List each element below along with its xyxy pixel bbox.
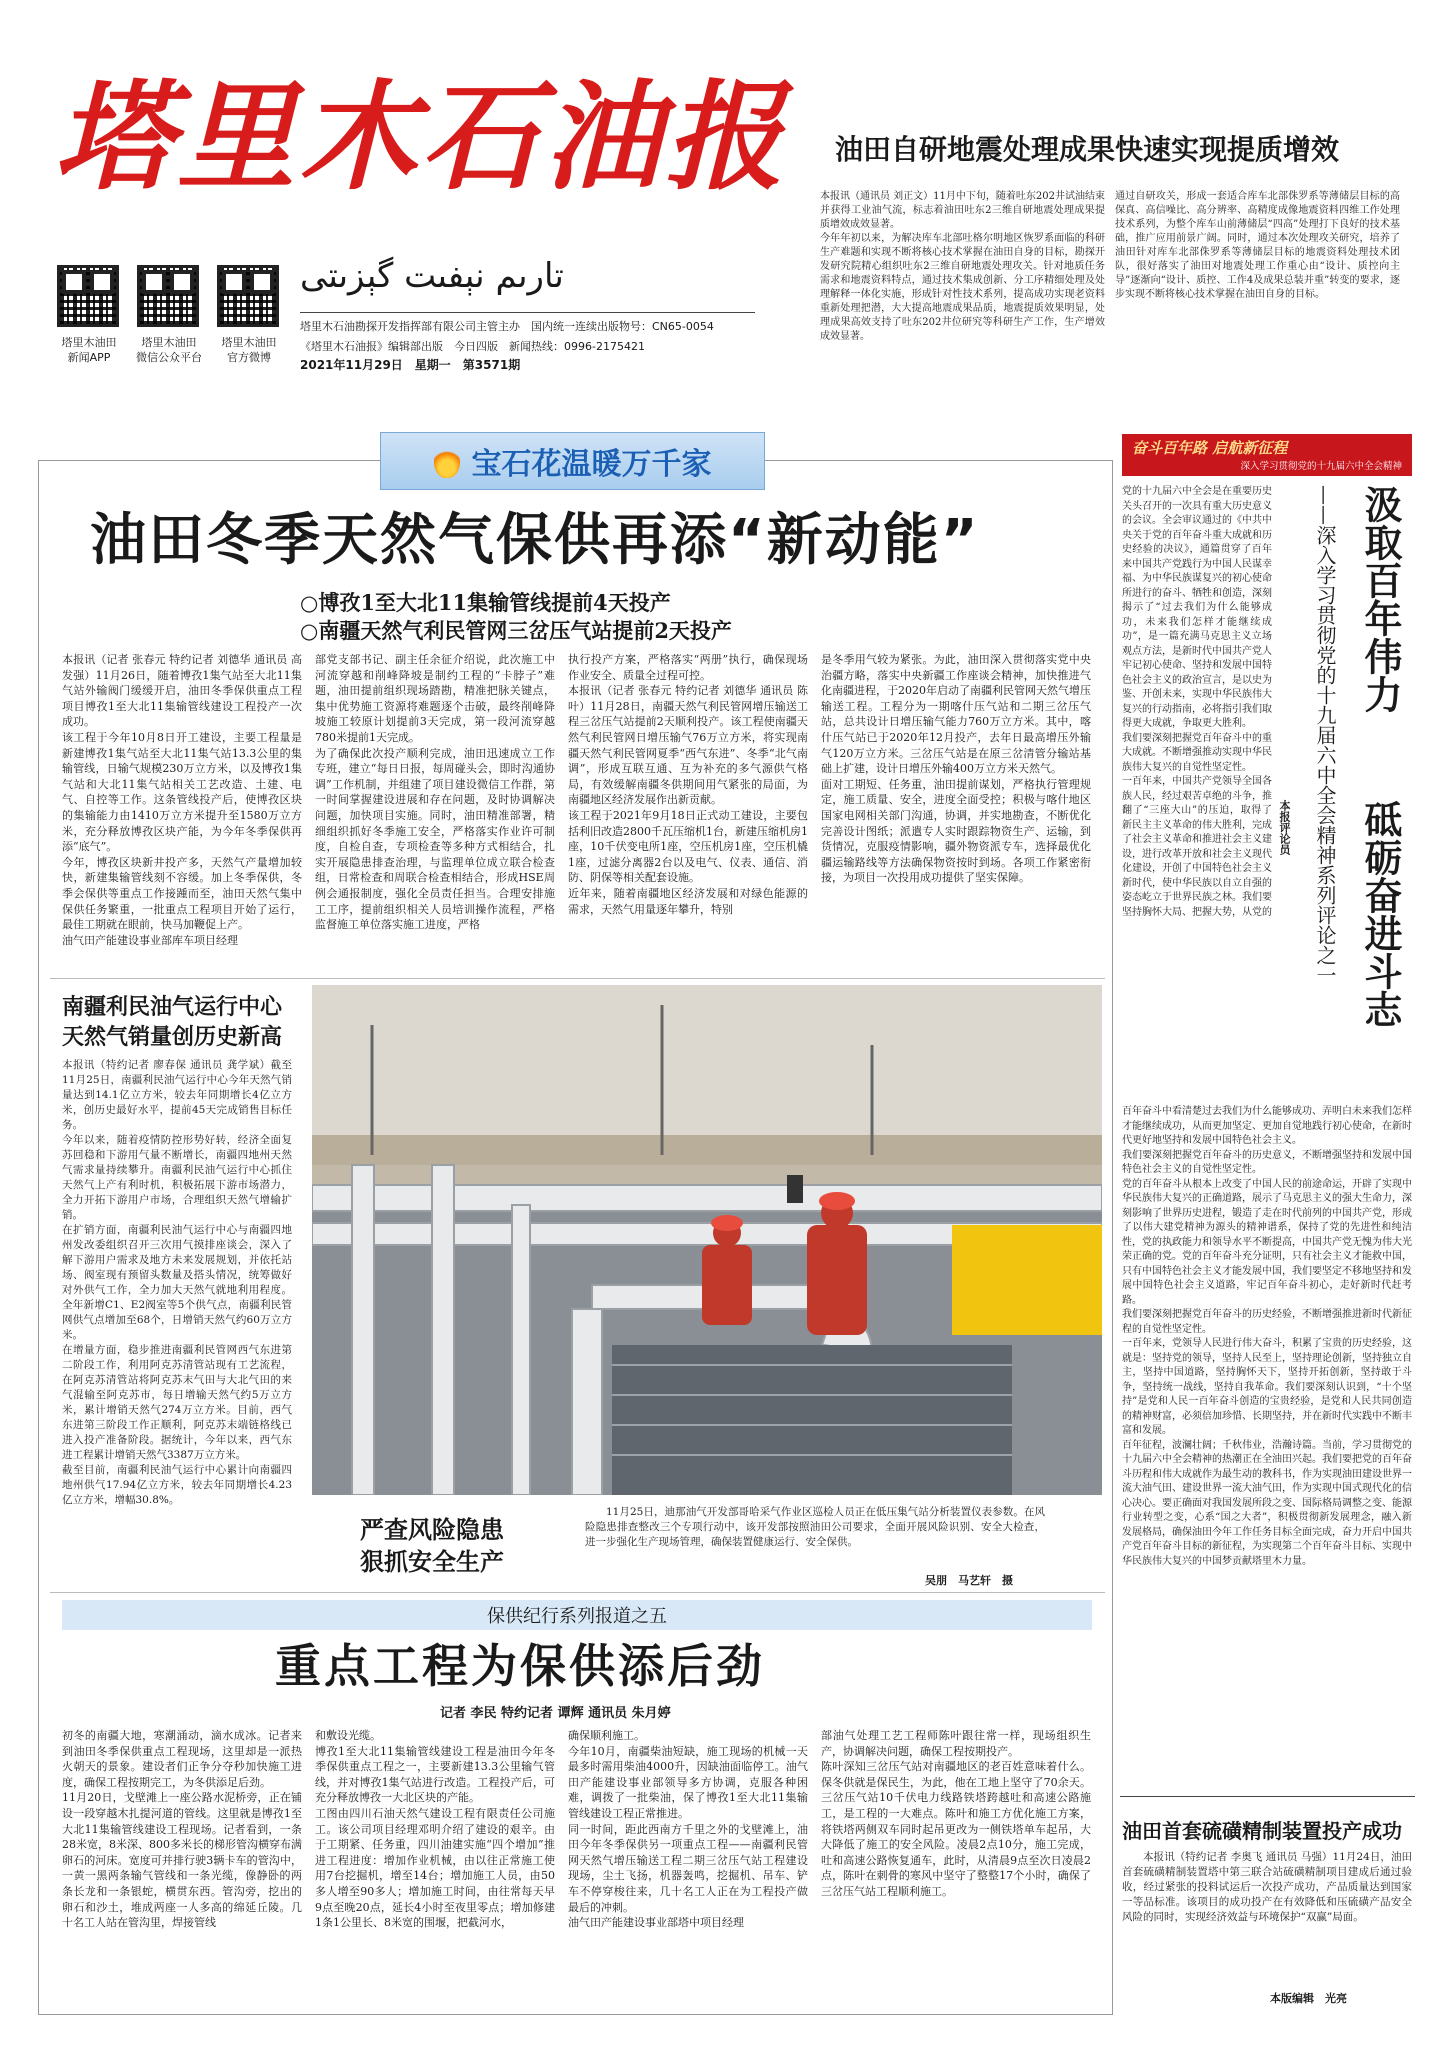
qr-code-weibo bbox=[217, 265, 279, 327]
editor-line: 《塔里木石油报》编辑部出版 今日四版 新闻热线：0996-2175421 bbox=[300, 340, 645, 353]
publisher-line: 塔里木石油勘探开发指挥部有限公司主管主办 国内统一连续出版物号：CN65-0054 bbox=[300, 320, 714, 333]
main-col4: 是冬季用气较为紧张。为此，油田深入贯彻落实党中央治疆方略，落实中央新疆工作座谈会精神，加快推进气化南疆进程，于2020年启动了南疆利民管网天然气增压输送工程。工程分为一期喀什压气站和二期三岔压气站，总共设计日增压输气能力760万立方米。其中，喀什压气站已于2020年12月投产，去年日最高增压外输气120万立方米。三岔压气站是在原三岔清管分输站基础上扩建，设计日增压外输400万立方米天然气。 面对工期短、任务重，油田提前谋划，严格执行管理规定，施工质量、安全，进度全面受控；积极与喀什地区国家电网相关部门沟通，协调，并实地勘查，不断优化完善设计图纸；派遣专人实时跟踪物资生产、运输，到货情况，克服疫情影响，疆外物资派专车，选择最优化疆运输路线等方法确保物资按时到场。各项工作紧密衔接，为项目一次投用成功提供了坚实保障。 bbox=[821, 653, 1091, 885]
flame-icon bbox=[434, 444, 460, 478]
photo-caption: 11月25日，迪那油气开发部哥哈采气作业区巡检人员正在低压集气站分析装置仪表参数。在风险隐患排查整改三个专项行动中，该开发部按照油田公司要求，全面开展风险识别、安全大检查，进一步强化生产现场管理，确保装置健康运行、安全保供。 bbox=[585, 1506, 1045, 1548]
top-story-headline: 油田自研地震处理成果快速实现提质增效 bbox=[835, 133, 1340, 166]
masthead bbox=[55, 60, 788, 400]
series-col2: 和敷设光缆。 博孜1至大北11集输管线建设工程是油田今年冬季保供重点工程之一，主要新建13.3公里输气管线，并对博孜1集气站进行改造。工程投产后，可充分释放博孜一大北区块的产能。 工图由四川石油天然气建设工程有限责任公司施工。该公司项目经理邓明介绍了建设的艰辛。由于工期紧、任务重，四川油建实施“四个增加”推进工程进度：增加作业机械，由以往正常施工使用7台挖掘机，增至14台；增加施工人员，由50多人增至90多人；增加施工时间，由往常每天早9点至晚20点，延长4小时至夜里零点；增加修建1条1公里长、8米宽的围堰，把截河水， bbox=[315, 1729, 555, 1930]
series-headline: 重点工程为保供添后劲 bbox=[275, 1639, 765, 1693]
bottom-right-headline: 油田首套硫磺精制装置投产成功 bbox=[1122, 1819, 1402, 1843]
masthead-uyghur: تارىم نېفىت گېزىتى bbox=[300, 256, 564, 296]
commentary-banner bbox=[1122, 434, 1412, 476]
qr-label-weibo: 塔里木油田 官方微博 bbox=[221, 336, 277, 364]
series-col4: 部油气处理工艺工程师陈叶跟往常一样，现场组织生产，协调解决问题，确保工程按期投产。 陈叶深知三岔压气站对南疆地区的老百姓意味着什么。保冬供就是保民生，为此，他在工地上坚守了70余天。三岔压气站10千伏电力线路铁塔跨越吐和高速公路施工，是工程的一大难点。陈叶和施工方优化施工方案，将铁塔两侧双车同时起吊更改为一侧铁塔单车起吊，大大降低了施工的安全风险。凌晨2点10分，施工完成，吐和高速公路恢复通车，此时，从清晨9点至次日凌晨2点，陈叶在刺骨的寒风中坚守了整整17个小时，确保了三岔压气站工程顺利施工。 bbox=[821, 1729, 1091, 1898]
top-story-col2: 通过自研攻关，形成一套适合库车北部侏罗系等薄储层目标的高保真、高信噪比、高分辨率、高精度成像地震资料四维工作处理技术系列，为整个库车山前薄储层“四高”处理打下良好的技术基础，推广应用前景广阔。同时，通过本次处理攻关研究，培养了油田针对库车北部侏罗系等薄储层目标的地震资料处理技术团队，很好落实了油田对地震处理工作重心由“设计、质控向主导”逐渐向“设计、质控、工作4及成果总装并重”转变的要求，逐步实现不断将核心技术掌握在油田自身的目标。 bbox=[1115, 191, 1400, 300]
commentary-headline-1: 汲取百年伟力 bbox=[1358, 485, 1403, 713]
top-story bbox=[820, 130, 1400, 405]
commentary-banner-sub: 深入学习贯彻党的十九届六中全会精神 bbox=[1240, 461, 1402, 472]
qr-code-wechat bbox=[137, 265, 199, 327]
page-editor: 本版编辑 光亮 bbox=[1270, 1992, 1347, 2005]
series-col3: 确保顺利施工。 今年10月，南疆柴油短缺，施工现场的机械一天最多时需用柴油4000升，因缺油面临停工。油气田产能建设事业部领导多方协调，克服各种困难，调拨了一批柴油，保了博孜1至大北11集输管线建设工程正常推进。 同一时间，距此西南方千里之外的戈壁滩上，油田今年冬季保供另一项重点工程——南疆利民管网天然气增压输送工程二期三岔压气站工程建设现场，尘土飞扬，机器轰鸣，挖掘机、吊车、铲车不停穿梭往来，几十名工人正在为工程投产做最后的冲刺。 油气田产能建设事业部塔中项目经理 bbox=[568, 1729, 808, 1930]
commentary-body-top: 党的十九届六中全会是在重要历史关头召开的一次具有重大历史意义的会议。全会审议通过的《中共中央关于党的百年奋斗重大成就和历史经验的决议》，通篇贯穿了百年来中国共产党践行为中国人民谋幸福、为中华民族谋复兴的初心使命所进行的奋斗、牺牲和创造，深刻揭示了“过去我们为什么能够成功，未来我们怎样才能继续成功”，是一篇充满马克思主义立场观点方法，是新时代中国共产党人牢记初心使命、坚持和发展中国特色社会主义的政治宣言，是以史为鉴、开创未来，实现中华民族伟大复兴的行动指南，必将指引我们取得更大成就，争取更大胜利。 我们要深刻把握党百年奋斗中的重大成就。不断增强推动实现中华民族伟大复兴的自觉性坚定性。 一百年来，中国共产党领导全国各族人民，经过艰苦卓绝的斗争，推翻了“三座大山”的压迫，取得了新民主主义革命的伟大胜利，完成了社会主义革命和推进社会主义建设，进行改革开放和社会主义现代化建设，开创了中国特色社会主义新时代，使中华民族以自立自强的姿态屹立于世界民族之林。我们要坚持胸怀大局、把握大势，从党的 bbox=[1122, 486, 1272, 918]
side-headline-2: 天然气销量创历史新高 bbox=[62, 1024, 283, 1050]
photo-headline-1: 严查风险隐患 bbox=[360, 1515, 504, 1544]
main-col2: 部党支部书记、副主任余征介绍说，此次施工中河流穿越和削峰降坡是制约工程的“卡脖子”难题，油田提前组织现场踏勘，精准把脉关键点，集中优势施工资源将难题逐个击破，最终削峰降坡施工较原计划提前3天完成，第一段河流穿越780米提前1天完成。 为了确保此次投产顺利完成，油田迅速成立工作专班，建立“每日日报，每周碰头会，即时沟通协调”工作机制，并组建了项目建设微信工作群，第一时间掌握建设进展和存在问题，及时协调解决问题，加快项目实施。同时，油田精准部署，精细组织抓好冬季施工安全，严格落实作业许可制度，自检自查，专项检查等多种方式相结合，扎实开展隐患排查治理，与监理单位成立联合检查组，日常检查和周联合检查相结合，形成HSE周例会通报制度，强化全员责任担当。合理安排施工工序，提前组织相关人员培训操作流程，严格监督施工单位落实施工进度，严格 bbox=[315, 653, 555, 932]
photo-headline-2: 狠抓安全生产 bbox=[360, 1547, 504, 1576]
side-headline-1: 南疆利民油气运行中心 bbox=[62, 994, 283, 1020]
main-subhead-2: ○南疆天然气利民管网三岔压气站提前2天投产 bbox=[300, 618, 732, 643]
gas-station-scene bbox=[312, 985, 1102, 1495]
commentary-author: 本报评论员 bbox=[1278, 800, 1291, 855]
banner-label: 宝石花温暖万千家 bbox=[471, 447, 712, 482]
main-subhead-1: ○博孜1至大北11集输管线提前4天投产 bbox=[300, 590, 671, 615]
date-line: 2021年11月29日 星期一 第3571期 bbox=[300, 358, 521, 372]
series-col1: 初冬的南疆大地，寒潮涌动，滴水成冰。记者来到油田冬季保供重点工程现场，这里却是一派热火朝天的景象。建设者们正争分夺秒加快施工进度，确保工程按期完工，为冬供添足后劲。 11月20日，戈壁滩上一座公路水泥桥旁，正在铺设一段穿越木扎提河道的管线。这里就是博孜1至大北11集输管线建设工程现场。记者看到，一条28米宽，8米深、800多米长的梯形管沟横穿布满卵石的河床。宽度可并排行驶3辆卡车的管沟中，一黄一黑两条输气管线和一条光缆，像静卧的两条长龙和一条银蛇，横贯东西。管沟旁，挖出的卵石和沙土，堆成两座一人多高的绵延丘陵。几十名工人站在管沟里，焊接管线 bbox=[62, 1729, 302, 1930]
commentary-banner-main: 奋斗百年路 启航新征程 bbox=[1132, 439, 1288, 457]
masthead-title: 塔里木石油报 bbox=[55, 67, 788, 206]
commentary-body-bottom: 百年奋斗中看清楚过去我们为什么能够成功、弄明白未来我们怎样才能继续成功，从而更加坚定、更加自觉地践行初心使命，在新时代更好地坚持和发展中国特色社会主义。 我们要深刻把握党百年奋斗的历史意义，不断增强坚持和发展中国特色社会主义的自觉性坚定性。 党的百年奋斗从根本上改变了中国人民的前途命运，开辟了实现中华民族伟大复兴的正确道路，展示了马克思主义的强大生命力，深刻影响了世界历史进程，锻造了走在时代前列的中国共产党，形成了以伟大建党精神为源头的精神谱系，保持了党的先进性和纯洁性，党的执政能力和领导水平不断提高，中国共产党无愧为伟大光荣正确的党。党的百年奋斗充分证明，只有社会主义才能救中国，只有中国特色社会主义才能发展中国，我们要坚定不移地坚持和发展中国特色社会主义道路，牢记百年奋斗初心，走好新时代赶考路。 我们要深刻把握党百年奋斗的历史经验，不断增强推进新时代新征程的自觉性坚定性。 一百年来，党领导人民进行伟大奋斗，积累了宝贵的历史经验，这就是：坚持党的领导，坚持人民至上，坚持理论创新，坚持独立自主，坚持中国道路，坚持胸怀天下，坚持开拓创新，坚持敢于斗争，坚持统一战线，坚持自我革命。我们要深刻认识到，“十个坚持”是党和人民一百年奋斗创造的宝贵经验，是党和人民共同创造的精神财富，必须倍加珍惜、长期坚持，并在新时代实践中不断丰富和发展。 百年征程，波澜壮阔；千秋伟业，浩瀚诗篇。当前，学习贯彻党的十九届六中全会精神的热潮正在全油田兴起。我们要把党的百年奋斗历程和伟大成就作为最生动的教科书，作为实现油田建设世界一流大油气田、建设世界一流大油气田，作为实现中国式现代化的信心决心。要正确面对我国发展所段之变、国际格局调整之变、能源行业转型之变，心系“国之大者”，积极贯彻新发展理念，融入新发展格局，确保油田今年工作任务目标全面完成，奋力开启中国共产党百年奋斗目标的新征程，为实现第二个百年奋斗目标、实现中华民族伟大复兴的中国梦贡献塔里木力量。 bbox=[1122, 1106, 1412, 1567]
qr-code-app bbox=[57, 265, 119, 327]
top-story-col1: 本报讯（通讯员 刘正文）11月中下旬，随着吐东202井试油结束并获得工业油气流，标志着油田吐东2三维自研地震处理成果提质增效成效显著。 今年年初以来，为解决库车北部吐格尔明地区恢罗系面临的科研生产难题和实现不断将核心技术掌握在油田自身的目标，勘探开发研究院精心组织吐东2三维自研地震处理攻关。针对地质任务需求和地震资料特点，通过技术集成创新、分工序精细处理及处理解释一体化实施，形成针对性技术系列，提高成功实现老资料重新处理把潜，大大提高地震成果品质，地震提质效果明显，处理成果高效支持了吐东202井位研究等科研生产工作，生产增效成效显著。 bbox=[820, 191, 1105, 342]
side-story-body: 本报讯（特约记者 廖春保 通讯员 龚学斌）截至11月25日，南疆利民油气运行中心今年天然气销量达到14.1亿立方米，较去年同期增长4亿立方米，创历史最好水平，提前45天完成销售目标任务。 今年以来，随着疫情防控形势好转，经济全面复苏回稳和下游用气量不断增长，南疆四地州天然气需求量持续攀升。南疆利民油气运行中心抓住天然气上产有利时机，积极拓展下游市场潜力，全力开拓下游用户市场，合理组织天然气增输扩销。 在扩销方面，南疆利民油气运行中心与南疆四地州发改委组织召开三次用气摸排座谈会，深入了解下游用户需求及地方未来发展规划，并依托站场、阀室现有预留头数量及搭头情况，统筹做好对外供气工作，全力加大天然气就地利用程度。全年新增C1、E2阀室等5个供气点，南疆利民管网供气点增加至68个，日增销天然气约60万立方米。 在增量方面，稳步推进南疆利民管网西气东进第二阶段工作，利用阿克苏清管站现有工艺流程，在阿克苏清管站将阿克苏末气田与大北气田的来气混输至阿克苏市，每日增输天然气约5万立方米，累计增销天然气274万立方米。目前，西气东进第三阶段工作正顺利，阿克苏末端链格线已进入投产准备阶段。据统计，今年以来，西气东进工程累计增销天然气3387万立方米。 截至目前，南疆利民油气运行中心累计向南疆四地州供气17.94亿立方米，较去年同期增长4.23亿立方米，增幅30.8%。 bbox=[62, 1059, 292, 1506]
banner bbox=[380, 432, 765, 490]
main-headline: 油田冬季天然气保供再添“新动能” bbox=[90, 508, 980, 573]
qr-label-wechat: 塔里木油田 微信公众平台 bbox=[136, 336, 202, 364]
commentary-headline-2: 砥砺奋进斗志 bbox=[1358, 800, 1403, 1028]
bottom-right-body: 本报讯（特约记者 李奥飞 通讯员 马强）11月24日，油田首套硫磺精制装置塔中第三联合站硫磺精制项目建成后通过验收，经过紧张的投料试运后一次投产成功，产品质量达到国家一等品标准。该项目的成功投产在有效降低和压硫磺产品安全风险的同时，实现经济效益与环境保护“双赢”局面。 bbox=[1122, 1851, 1412, 1923]
qr-label-app: 塔里木油田 新闻APP bbox=[61, 336, 117, 364]
series-label: 保供纪行系列报道之五 bbox=[487, 1606, 667, 1627]
main-col1: 本报讯（记者 张春元 特约记者 刘德华 通讯员 高发强）11月26日，随着博孜1集气站至大北11集气站外输阀门缓缓开启，油田冬季保供重点工程项目博孜1至大北11集输管线建设工程投产一次成功。 该工程于今年10月8日开工建设，主要工程量是新建博孜1集气站至大北11集气站13.3公里的集输管线，日输气规模230万立方米，以及博孜1集气站和大北11集气站相关工艺改造、土建、电气、自控等工作。这条管线投产后，使博孜区块的集输能力由1410万立方米提升至1580万立方米，充分释放博孜区块产能，为今年冬季保供再添“底气”。 今年，博孜区块新井投产多，天然气产量增加较快，新建集输管线刻不容缓。加上冬季保供，冬季会保供等重点工作接踵而至，油田天然气集中保供任务繁重，一批重点工程项目开始了运行，最佳工期就在眼前，快马加鞭促上产。 油气田产能建设事业部库车项目经理 bbox=[62, 653, 302, 947]
series-label-bar bbox=[62, 1600, 1092, 1630]
news-photo bbox=[312, 985, 1102, 1495]
commentary-subtitle: ——深入学习贯彻党的十九届六中全会精神系列评论之一 bbox=[1313, 485, 1337, 985]
photo-credit: 吴朋 马艺轩 摄 bbox=[925, 1574, 1013, 1587]
main-col3: 执行投产方案，严格落实“两册”执行，确保现场作业安全、质量全过程可控。 本报讯（记者 张春元 特约记者 刘德华 通讯员 陈叶）11月28日，南疆天然气利民管网增压输送工程三岔压气站提前2天顺利投产。该工程使南疆天然气利民管网日增压输气76万立方米，将实现南疆天然气利民管网夏季“西气东进”、冬季“北气南调”，形成互联互通、互为补充的多气源供气格局，有效缓解南疆冬供期间用气紧张的局面，为南疆地区经济发展作出新贡献。 该工程于2021年9月18日正式动工建设，主要包括利旧改造2800千瓦压缩机1台，新建压缩机房1座，10千伏变电所1座，空压机房1座，空压机橇1座，过滤分离器2台以及电气、仪表、通信、消防、阴保等相关配套设施。 近年来，随着南疆地区经济发展和对绿色能源的需求，天然气用量逐年攀升，特别 bbox=[568, 653, 808, 916]
series-byline: 记者 李民 特约记者 谭辉 通讯员 朱月婷 bbox=[440, 1706, 671, 1721]
